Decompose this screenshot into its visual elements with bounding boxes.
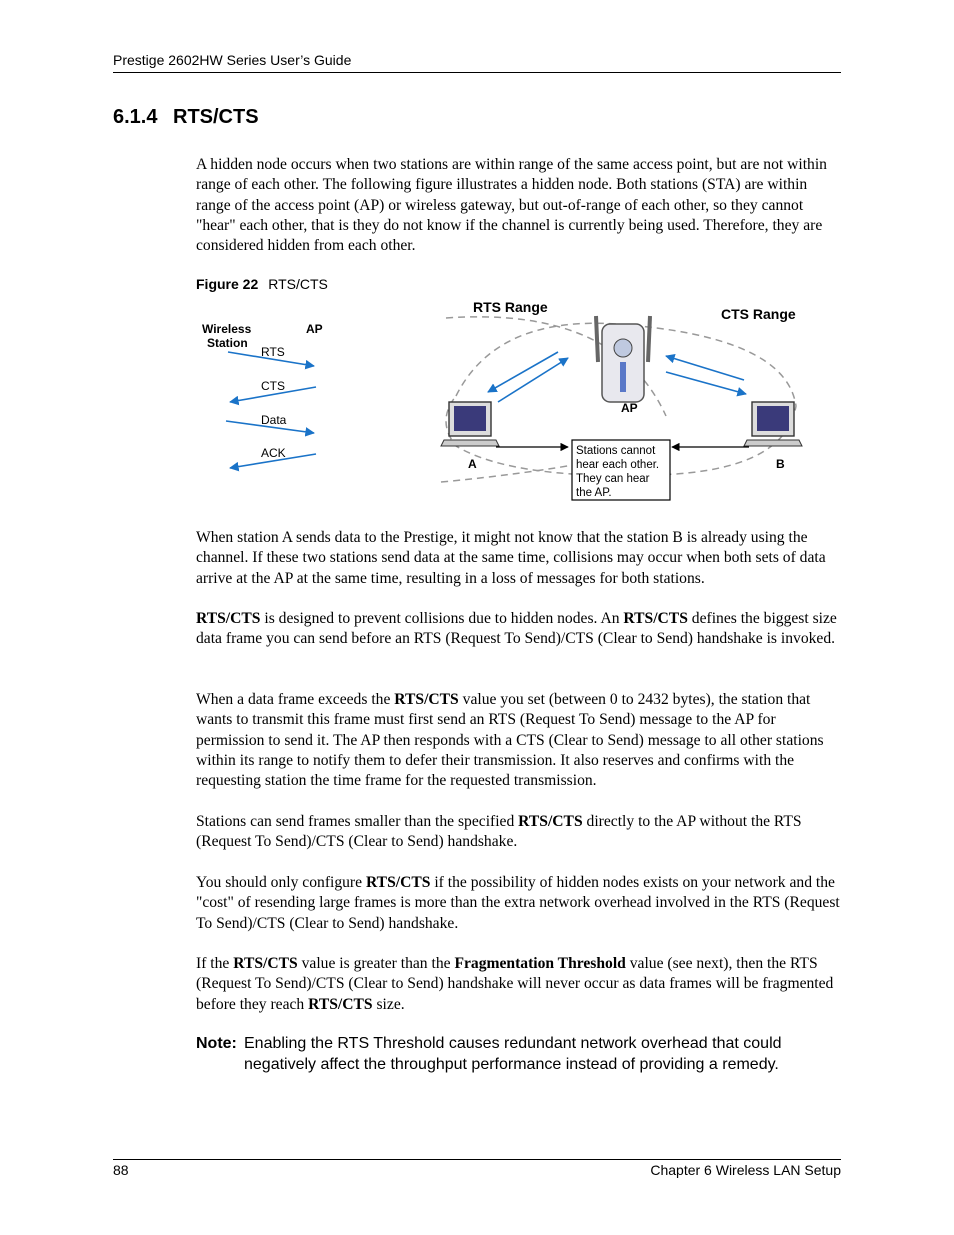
msg-label-cts: CTS — [261, 379, 285, 393]
paragraph-small-frames — [196, 812, 844, 853]
rts-cts-term: RTS/CTS — [365, 874, 431, 891]
ap-header-label: AP — [306, 322, 323, 336]
text-run: When a data frame exceeds the — [196, 691, 395, 708]
access-point-device — [596, 316, 650, 402]
computer-b-icon — [744, 402, 802, 446]
section-number: 6.1.4 — [113, 106, 158, 128]
station-a-label: A — [468, 457, 477, 471]
section-heading — [113, 106, 259, 129]
note-text: Enabling the RTS Threshold causes redundant network overhead that could negatively affect the throughput performance instead of providing a remedy. — [244, 1035, 782, 1073]
section-title: RTS/CTS — [173, 106, 259, 128]
msg-label-rts: RTS — [261, 345, 285, 359]
note-label: Note: — [196, 1035, 237, 1052]
rts-cts-term: RTS/CTS — [394, 691, 459, 708]
text-run: defines the biggest size data frame you can send before an RTS (Request To Send)/CTS (Clear to Send) handshake is invoked. — [196, 610, 837, 648]
station-b-label: B — [776, 457, 785, 471]
rts-cts-term: RTS/CTS — [308, 995, 373, 1013]
cts-range-label: CTS Range — [721, 306, 796, 322]
paragraph-collision: When station A sends data to the Prestige, it might not know that the station B is already using the channel. If these two stations send data at the same time, collisions may occur when both sets of data arrive at the AP at the same time, resulting in a loss of messages for both stations. — [196, 529, 826, 587]
footer-rule — [113, 1159, 841, 1160]
text-run: If the — [196, 955, 234, 972]
paragraph-rts-threshold — [196, 690, 844, 791]
callout-line-1: Stations cannot — [576, 445, 656, 457]
header-rule — [113, 72, 841, 73]
rts-cts-term: RTS/CTS — [233, 955, 298, 972]
msg-label-ack: ACK — [261, 446, 286, 460]
callout-line-3: They can hear — [576, 473, 650, 485]
ap-label: AP — [621, 401, 638, 415]
text-run: value (see next), then the RTS (Request To Send)/CTS (Clear to Send) handshake will never occur as data frames will be fragmented before they reach — [196, 955, 834, 1013]
fragmentation-threshold-term: Fragmentation Threshold — [454, 955, 626, 972]
text-run: value is greater than the — [297, 955, 455, 972]
rts-range-label: RTS Range — [473, 299, 548, 315]
wireless-station-label-line2: Station — [207, 336, 248, 350]
figure-caption — [196, 276, 328, 292]
page-number: 88 — [113, 1162, 129, 1178]
text-run: directly to the AP without the RTS (Request To Send)/CTS (Clear to Send) handshake. — [196, 813, 802, 851]
msg-label-data: Data — [261, 413, 287, 427]
rts-cts-term: RTS/CTS — [623, 610, 688, 627]
figure-label: Figure 22 — [196, 276, 259, 292]
figure-title: RTS/CTS — [268, 276, 328, 292]
callout-line-4: the AP. — [576, 487, 612, 499]
intro-paragraph: A hidden node occurs when two stations are within range of the same access point, but are not within range of each other. The following figure illustrates a hidden node. Both stations (STA) are within range of the access point (AP) or wireless gateway, but out-of-range of each other, so they cannot "hear" each other, that is they do not know if the channel is currently being used. Therefore, they are considered hidden from each other. — [196, 156, 827, 255]
computer-a-icon — [441, 402, 499, 446]
paragraph-fragmentation — [196, 954, 844, 1015]
rts-cts-term: RTS/CTS — [196, 610, 261, 627]
footer-chapter: Chapter 6 Wireless LAN Setup — [650, 1162, 841, 1178]
rts-cts-figure — [196, 296, 806, 502]
ap-to-b-arrow — [666, 372, 746, 394]
text-run: size. — [372, 995, 405, 1013]
text-run: value you set (between 0 to 2432 bytes), the station that wants to transmit this frame must first send an RTS (Request To Send) message to the AP for permission to send it. The AP then responds with a CTS (Clear to Send) message to all other stations within its range to notify them to defer their transmission. It also reserves and confirms with the requesting station the time frame for the requested transmission. — [196, 691, 824, 790]
b-to-ap-arrow — [666, 356, 744, 380]
rts-cts-term: RTS/CTS — [518, 813, 583, 830]
text-run: You should only configure — [196, 874, 366, 891]
text-run: Stations can send frames smaller than the specified — [196, 813, 519, 830]
text-run: is designed to prevent collisions due to hidden nodes. An — [260, 610, 624, 627]
text-run: if the possibility of hidden nodes exists on your network and the "cost" of resending large frames is more than the extra network overhead involved in the RTS (Request To Send)/CTS (Clear to Send) handshake. — [196, 874, 840, 932]
wireless-station-label-line1: Wireless — [202, 322, 252, 336]
callout-line-2: hear each other. — [576, 459, 660, 471]
paragraph-configure — [196, 873, 844, 934]
running-header-title: Prestige 2602HW Series User’s Guide — [113, 52, 352, 68]
paragraph-rts-definition — [196, 609, 844, 650]
